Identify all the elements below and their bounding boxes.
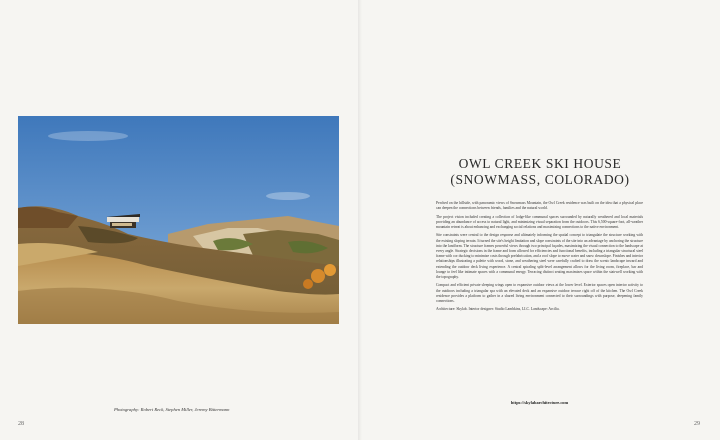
- website-link[interactable]: https://skylabarchitecture.com: [510, 400, 569, 405]
- body-paragraph: Perched on the hillside, with panoramic views of Snowmass Mountain, the Owl Creek residence was built on the idea that a physical place can deepen the connections between friends, families and the natural world.: [436, 201, 643, 211]
- page-number-right: 29: [694, 421, 700, 427]
- landscape-photo-icon: [18, 116, 339, 324]
- body-paragraph: Compact and efficient private sleeping wings open to expansive outdoor views at the lower level. Exterior spaces open interior activity to the outdoors including a triangular spa with an elevated deck and an expansive outdoor terrace right off of the kitchen. The Owl Creek residence provides a platform to gather in a shared living environment connected to their surroundings with purpose, deepening family connections.: [436, 283, 643, 304]
- photo-credit: Photography: Robert Reck, Stephen Miller, Jeremy Bittermann: [114, 407, 230, 412]
- body-paragraph: Site constraints were central to the design response and ultimately informing the spatial concept to triangulate the structure working with the existing sloping terrain. It turned the site's height limitation and slope constraints of the site into an advantage by anchoring the structure into the landform. The structure frames powerful views through two principal façades, maximizing the visual connection to the landscape at every angle. Strategic decisions in the frame and form allowed for efficiencies and functional benefits, including a triangular structural steel frame with cor ducking to minimize costs through prefabrication, and a roof slope to move water and snow downslope. Finishes and interior relationships illustrating a palette with wood, stone, and weathering steel were carefully crafted to draw the scenic landscape inward and extending the outdoor deck living experience. A central spiraling split-level arrangement allows for the living room, fireplace, bar and lounge to feel like intimate spaces with a communal energy. Terracing distinct seating maximizes space within the stairwell working with the topography.: [436, 233, 643, 280]
- credits-paragraph: Architecture: Skylab. Interior designer: Studio Lambkins, LLC. Landscape: Arcilia.: [436, 307, 560, 312]
- article-title: [430, 156, 650, 188]
- article-title-line1: OWL CREEK SKI HOUSE: [458, 156, 622, 171]
- article-title-line2: (SNOWMASS, COLORADO): [450, 172, 630, 187]
- article-body: [436, 201, 643, 316]
- body-paragraph: The project vision included creating a collection of lodge-like communal spaces surrounded by naturally weathered and local materials providing an abundance of access to natural light, and minimizing visual separation from the outdoors. This 6,500-square-foot, all-weather mountain retreat is about enhancing and exchanging social relations and maximizing connections to the native environment.: [436, 214, 643, 229]
- page-gutter: [358, 0, 362, 440]
- page-number-left: 28: [18, 421, 24, 427]
- landscape-photo: [18, 116, 339, 324]
